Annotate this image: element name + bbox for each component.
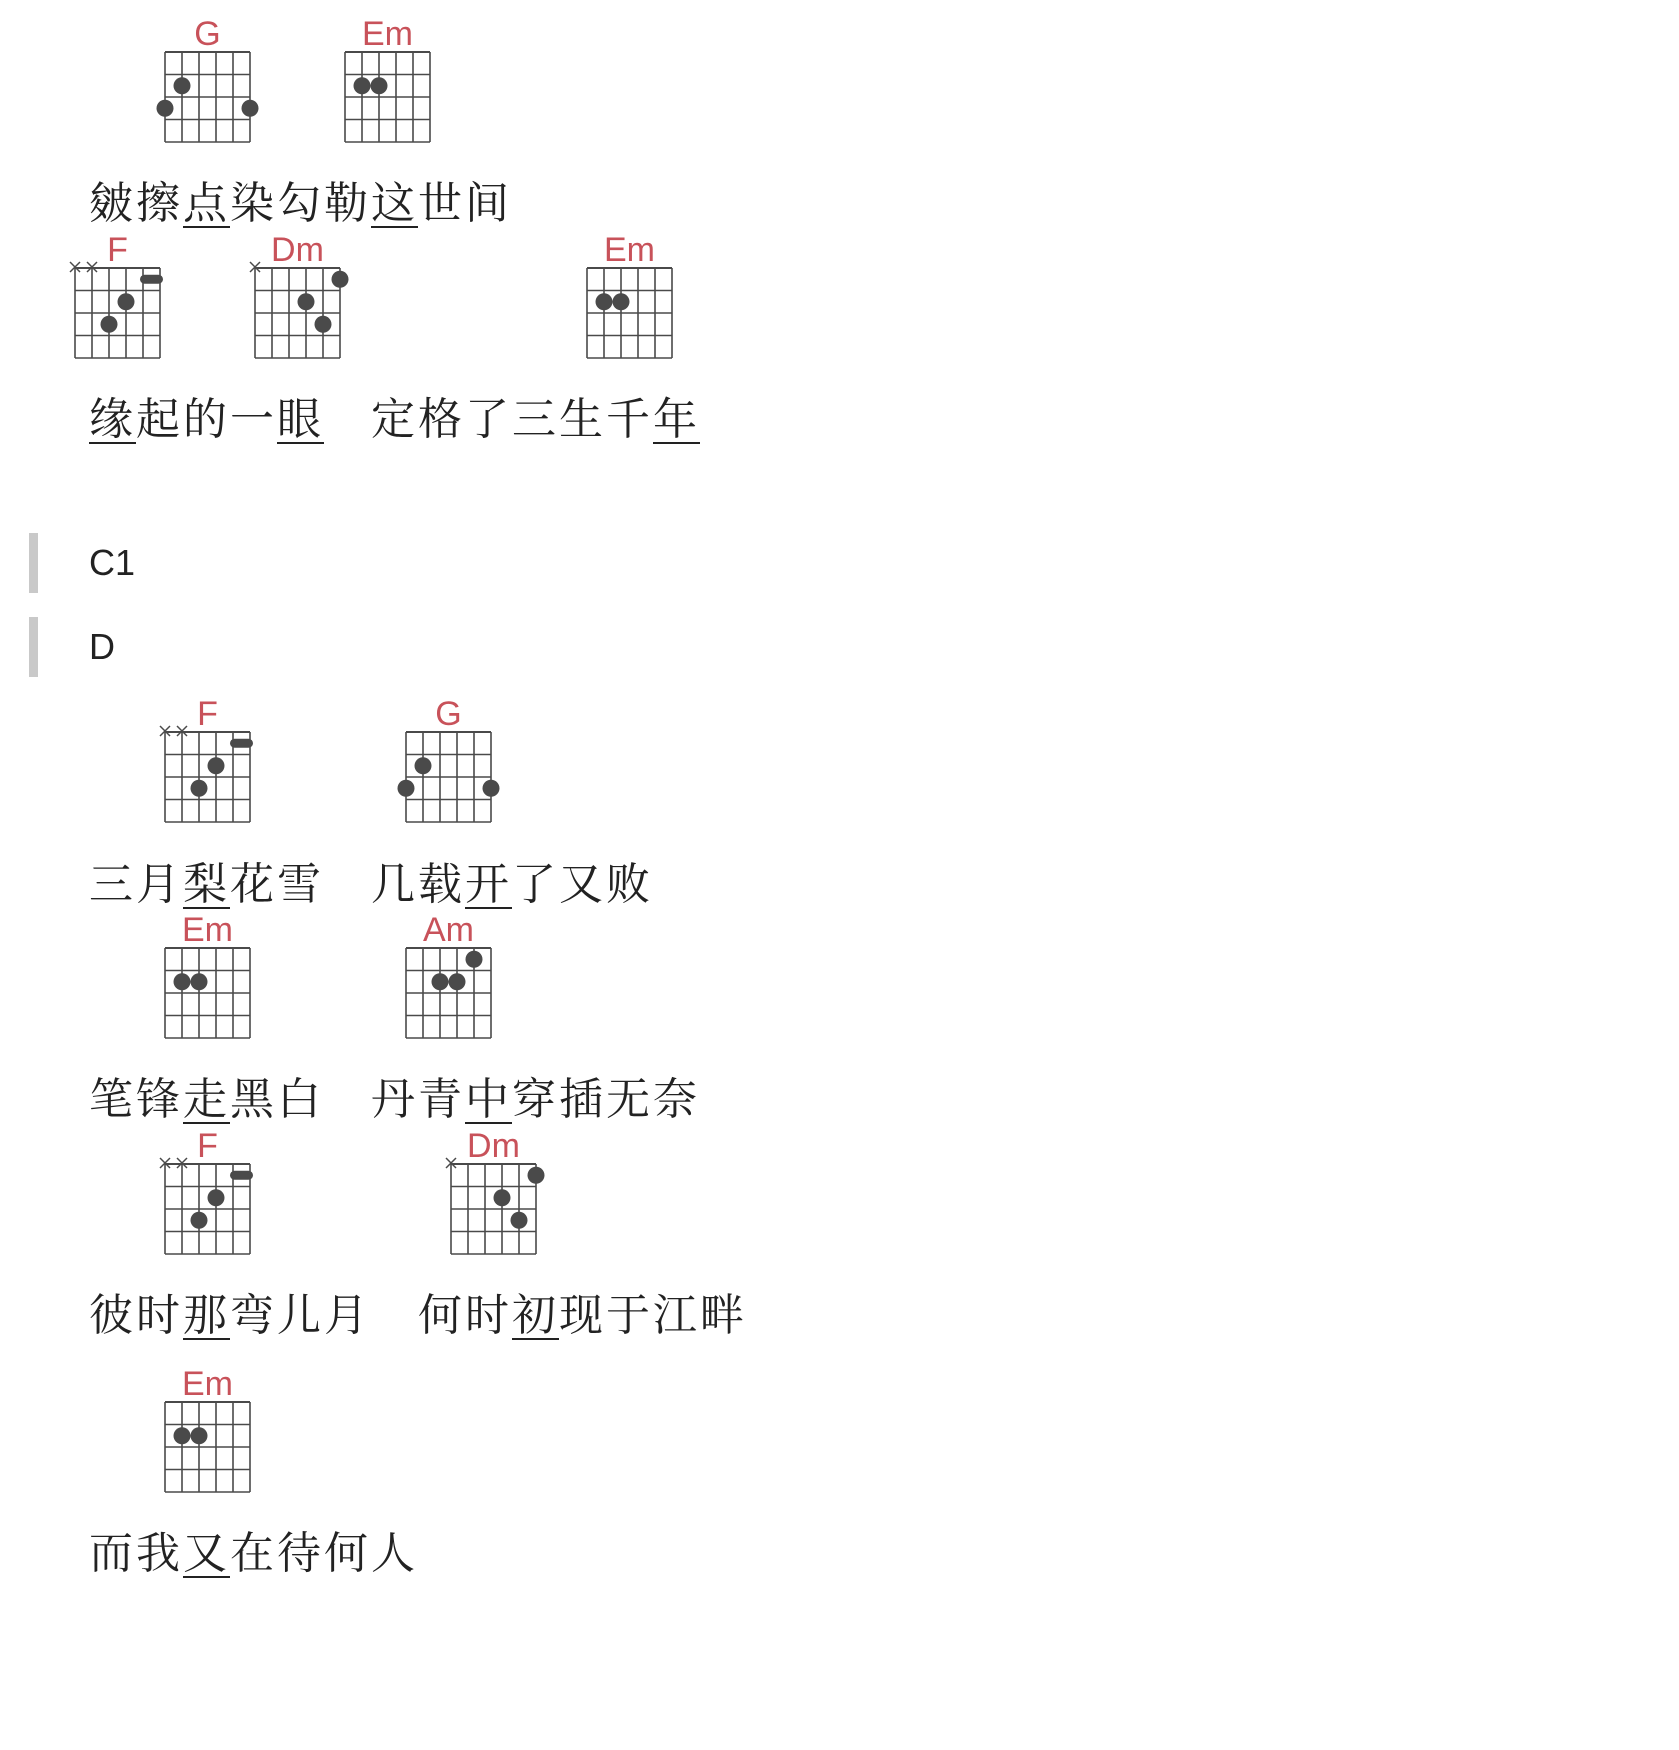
lyric-char: 而 xyxy=(89,1528,136,1579)
chord-grid xyxy=(577,230,717,365)
finger-dot xyxy=(613,293,630,310)
section-label: D xyxy=(89,626,115,667)
section-label: C1 xyxy=(89,542,136,583)
lyric-char: 锋 xyxy=(136,1074,183,1125)
lyric-char: 载 xyxy=(418,859,465,910)
finger-dot xyxy=(511,1212,528,1229)
lyric-char: 穿 xyxy=(512,1074,559,1125)
lyric-char: 眼 xyxy=(277,394,324,445)
lyric-char: 梨 xyxy=(183,859,230,910)
chord-grid xyxy=(245,230,385,365)
lyric-char: 无 xyxy=(606,1074,653,1125)
finger-dot xyxy=(174,1427,191,1444)
lyric-char: 黑 xyxy=(230,1074,277,1125)
barre-mark xyxy=(230,1171,253,1180)
lyric-char: 花 xyxy=(230,859,277,910)
finger-dot xyxy=(415,757,432,774)
chord-name: Em xyxy=(604,231,655,269)
chord-name: Em xyxy=(182,1365,233,1403)
lyric-char: 初 xyxy=(512,1290,559,1341)
chord-name: F xyxy=(197,695,218,733)
chord-grid xyxy=(65,230,205,365)
lyric-char: 在 xyxy=(230,1528,277,1579)
lyric-char: 擦 xyxy=(136,178,183,229)
lyric-char: 败 xyxy=(606,859,653,910)
finger-dot xyxy=(371,77,388,94)
chord-diagram xyxy=(155,14,295,149)
finger-dot xyxy=(449,973,466,990)
lyric-char: 定 xyxy=(371,394,418,445)
lyric-char: 又 xyxy=(559,859,606,910)
lyric-char: 时 xyxy=(136,1290,183,1341)
chord-grid xyxy=(335,14,475,149)
lyric-char: 生 xyxy=(559,394,606,445)
chord-diagram xyxy=(396,910,536,1045)
lyric-char: 皴 xyxy=(89,178,136,229)
section-bar xyxy=(29,617,38,677)
lyric-char: 几 xyxy=(371,859,418,910)
chord-grid xyxy=(155,910,295,1045)
chord-diagram xyxy=(155,910,295,1045)
lyric-char: 那 xyxy=(183,1290,230,1341)
chord-diagram xyxy=(155,1126,295,1261)
chord-grid xyxy=(155,14,295,149)
lyric-char: 千 xyxy=(606,394,653,445)
chord-diagram xyxy=(577,230,717,365)
lyric-line xyxy=(89,1286,747,1346)
lyric-char: 染 xyxy=(230,178,277,229)
finger-dot xyxy=(208,757,225,774)
barre-mark xyxy=(230,739,253,748)
chord-grid xyxy=(155,1364,295,1499)
lyric-char: 世 xyxy=(418,178,465,229)
lyric-char: 年 xyxy=(653,394,700,445)
lyric-char: 丹 xyxy=(371,1074,418,1125)
finger-dot xyxy=(432,973,449,990)
lyric-char: 插 xyxy=(559,1074,606,1125)
lyric-char: 何 xyxy=(324,1528,371,1579)
section-bar xyxy=(29,533,38,593)
lyric-char: 中 xyxy=(465,1074,512,1125)
chord-diagram xyxy=(396,694,536,829)
chord-grid xyxy=(155,1126,295,1261)
finger-dot xyxy=(332,271,349,288)
lyric-char: 现 xyxy=(559,1290,606,1341)
chord-diagram xyxy=(441,1126,581,1261)
chord-diagram xyxy=(65,230,205,365)
chord-name: G xyxy=(194,15,221,53)
lyric-char: 笔 xyxy=(89,1074,136,1125)
lyric-char: 三 xyxy=(89,859,136,910)
lyric-char: 青 xyxy=(418,1074,465,1125)
lyric-char: 点 xyxy=(183,178,230,229)
lyric-char: 开 xyxy=(465,859,512,910)
finger-dot xyxy=(157,100,174,117)
lyric-char: 于 xyxy=(606,1290,653,1341)
lyric-char: 时 xyxy=(465,1290,512,1341)
finger-dot xyxy=(483,780,500,797)
lyric-char: 奈 xyxy=(653,1074,700,1125)
lyric-char: 走 xyxy=(183,1074,230,1125)
finger-dot xyxy=(208,1189,225,1206)
lyric-line xyxy=(89,174,512,234)
chord-grid xyxy=(155,694,295,829)
lyric-char: 畔 xyxy=(700,1290,747,1341)
chord-grid xyxy=(396,910,536,1045)
lyric-line xyxy=(89,1524,418,1584)
chord-grid xyxy=(441,1126,581,1261)
chord-grid xyxy=(396,694,536,829)
lyric-char: 格 xyxy=(418,394,465,445)
lyric-char: 了 xyxy=(465,394,512,445)
finger-dot xyxy=(298,293,315,310)
finger-dot xyxy=(174,77,191,94)
finger-dot xyxy=(596,293,613,310)
lyric-line xyxy=(89,855,653,915)
lyric-char: 起 xyxy=(136,394,183,445)
lyric-char: 一 xyxy=(230,394,277,445)
lyric-char: 何 xyxy=(418,1290,465,1341)
lyric-char: 月 xyxy=(136,859,183,910)
lyric-char: 月 xyxy=(324,1290,371,1341)
lyric-char: 三 xyxy=(512,394,559,445)
lyric-char: 勾 xyxy=(277,178,324,229)
finger-dot xyxy=(315,316,332,333)
lyric-char: 我 xyxy=(136,1528,183,1579)
lyric-char: 江 xyxy=(653,1290,700,1341)
lyric-char: 雪 xyxy=(277,859,324,910)
finger-dot xyxy=(101,316,118,333)
finger-dot xyxy=(191,1212,208,1229)
lyric-char: 间 xyxy=(465,178,512,229)
lyric-char: 又 xyxy=(183,1528,230,1579)
finger-dot xyxy=(174,973,191,990)
lyric-char: 彼 xyxy=(89,1290,136,1341)
chord-name: Dm xyxy=(271,231,324,269)
finger-dot xyxy=(191,973,208,990)
lyric-char: 待 xyxy=(277,1528,324,1579)
chord-diagram xyxy=(155,1364,295,1499)
finger-dot xyxy=(191,780,208,797)
chord-diagram xyxy=(335,14,475,149)
lyric-char: 白 xyxy=(277,1074,324,1125)
chord-name: G xyxy=(435,695,462,733)
lyric-char: 儿 xyxy=(277,1290,324,1341)
finger-dot xyxy=(494,1189,511,1206)
chord-name: Am xyxy=(423,911,474,949)
finger-dot xyxy=(354,77,371,94)
finger-dot xyxy=(191,1427,208,1444)
finger-dot xyxy=(528,1167,545,1184)
finger-dot xyxy=(242,100,259,117)
finger-dot xyxy=(466,951,483,968)
finger-dot xyxy=(118,293,135,310)
lyric-char: 了 xyxy=(512,859,559,910)
lyric-line xyxy=(89,390,700,450)
chord-name: Em xyxy=(362,15,413,53)
lyric-line xyxy=(89,1070,700,1130)
chord-name: F xyxy=(197,1127,218,1165)
chord-name: Dm xyxy=(467,1127,520,1165)
lyric-char: 这 xyxy=(371,178,418,229)
finger-dot xyxy=(398,780,415,797)
lyric-char: 缘 xyxy=(89,394,136,445)
lyric-char: 的 xyxy=(183,394,230,445)
chord-diagram xyxy=(245,230,385,365)
barre-mark xyxy=(140,275,163,284)
lyric-char: 人 xyxy=(371,1528,418,1579)
chord-diagram xyxy=(155,694,295,829)
lyric-char: 弯 xyxy=(230,1290,277,1341)
lyric-char: 勒 xyxy=(324,178,371,229)
chord-name: Em xyxy=(182,911,233,949)
chord-name: F xyxy=(107,231,128,269)
